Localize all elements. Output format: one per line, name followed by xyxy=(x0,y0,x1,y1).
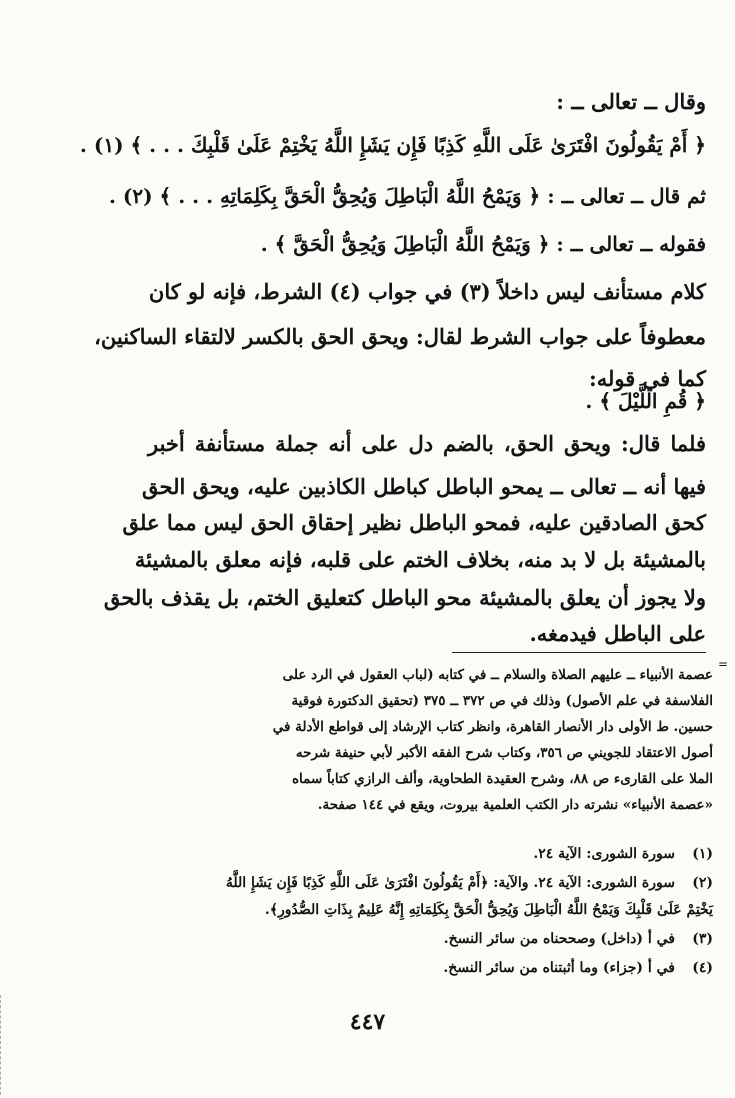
footnote-line: حسين. ط الأولى دار الأنصار القاهرة، وانظر كتاب الإرشاد إلى قواطع الأدلة في xyxy=(272,719,713,735)
footnote-item xyxy=(155,957,713,979)
footnote-number: (٢) xyxy=(692,875,713,891)
footnote-number: (٣) xyxy=(692,931,713,947)
footnote-line: الفلاسفة في علم الأصول) وذلك في ص ٣٧٢ ــ ٣٧٥ (تحقيق الدكتورة فوقية xyxy=(291,693,713,709)
footnote-text: يَخْتِمْ عَلَىٰ قَلْبِكَ وَيَمْحُ اللَّهُ الْبَاطِلَ وَيُحِقُّ الْحَقَّ بِكَلِمَاتِهِ إِنَّهُ عَلِيمٌ بِذَاتِ الصُّدُورِ﴾. xyxy=(264,902,713,918)
footnote-number: (٤) xyxy=(692,960,713,976)
page-number: ٤٤٧ xyxy=(349,1009,386,1035)
footnote-separator xyxy=(452,652,706,653)
footnote-text: في أ (جزاء) وما أثبتناه من سائر النسخ. xyxy=(443,960,675,976)
footnote-text: سورة الشورى: الآية ٢٤. والآية: ﴿أَمْ يَقُولُونَ افْتَرَىٰ عَلَى اللَّهِ كَذِبًا فَإِن يَشَإِ اللَّهُ xyxy=(225,875,675,891)
text-line: بالمشيئة بل لا بد منه، بخلاف الختم على قلبه، فإنه معلق بالمشيئة xyxy=(134,547,706,572)
text-line: كما في قوله: xyxy=(589,366,706,391)
text-line: ولا يجوز أن يعلق بالمشيئة محو الباطل كتعليق الختم، بل يقذف بالحق xyxy=(103,585,706,610)
footnote-line: عصمة الأنبياء ــ عليهم الصلاة والسلام ــ في كتابه (لباب العقول في الرد على xyxy=(282,667,713,683)
text-line: على الباطل فيدمغه. xyxy=(529,621,706,646)
footnote-item xyxy=(155,843,713,865)
quran-verse-line: ﴿ أَمْ يَقُولُونَ افْتَرَىٰ عَلَى اللَّهِ كَذِبًا فَإِن يَشَإِ اللَّهُ يَخْتِمْ عَلَىٰ قَلْبِكَ . . . ﴾ (١) . xyxy=(79,133,706,157)
scan-margin-mark xyxy=(0,995,3,1095)
text-line: معطوفاً على جواب الشرط لقال: ويحق الحق بالكسر لالتقاء الساكنين، xyxy=(94,324,706,349)
footnote-text: في أ (داخل) وصححناه من سائر النسخ. xyxy=(443,931,675,947)
footnote-text: سورة الشورى: الآية ٢٤. xyxy=(533,846,675,862)
text-line: ثم قال ــ تعالى ــ : ﴿ وَيَمْحُ اللَّهُ الْبَاطِلَ وَيُحِقُّ الْحَقَّ بِكَلِمَاتِهِ . . . ﴾ (٢) . xyxy=(108,184,706,208)
footnote-item xyxy=(155,928,713,950)
text-line: فقوله ــ تعالى ــ : ﴿ وَيَمْحُ اللَّهُ الْبَاطِلَ وَيُحِقُّ الْحَقَّ ﴾ . xyxy=(260,232,706,256)
footnote-number: (١) xyxy=(692,846,713,862)
text-line: فيها أنه ــ تعالى ــ يمحو الباطل كباطل الكاذبين عليه، ويحق الحق xyxy=(142,474,706,499)
quran-verse-line: ﴿ قُمِ اللَّيْلَ ﴾ . xyxy=(585,389,706,413)
text-line: فلما قال: ويحق الحق، بالضم دل على أنه جملة مستأنفة أخبر xyxy=(148,431,706,456)
text-line: كحق الصادقين عليه، فمحو الباطل نظير إحقاق الحق ليس مما علق xyxy=(122,510,706,535)
text-line: كلام مستأنف ليس داخلاً (٣) في جواب (٤) الشرط، فإنه لو كان xyxy=(148,279,706,304)
footnote-continuation-marker: = xyxy=(718,657,729,671)
footnote-line: الملا على القارىء ص ٨٨، وشرح العقيدة الطحاوية، وألف الرازي كتاباً سماه xyxy=(291,771,713,787)
text-line: وقال ــ تعالى ــ : xyxy=(556,89,706,114)
footnote-item-continuation xyxy=(155,899,713,921)
footnote-line: «عصمة الأنبياء» نشرته دار الكتب العلمية بيروت، ويقع في ١٤٤ صفحة. xyxy=(317,797,713,813)
footnote-item xyxy=(155,872,713,894)
footnote-line: أصول الاعتقاد للجويني ص ٣٥٦، وكتاب شرح الفقه الأكبر لأبي حنيفة شرحه xyxy=(295,745,713,761)
